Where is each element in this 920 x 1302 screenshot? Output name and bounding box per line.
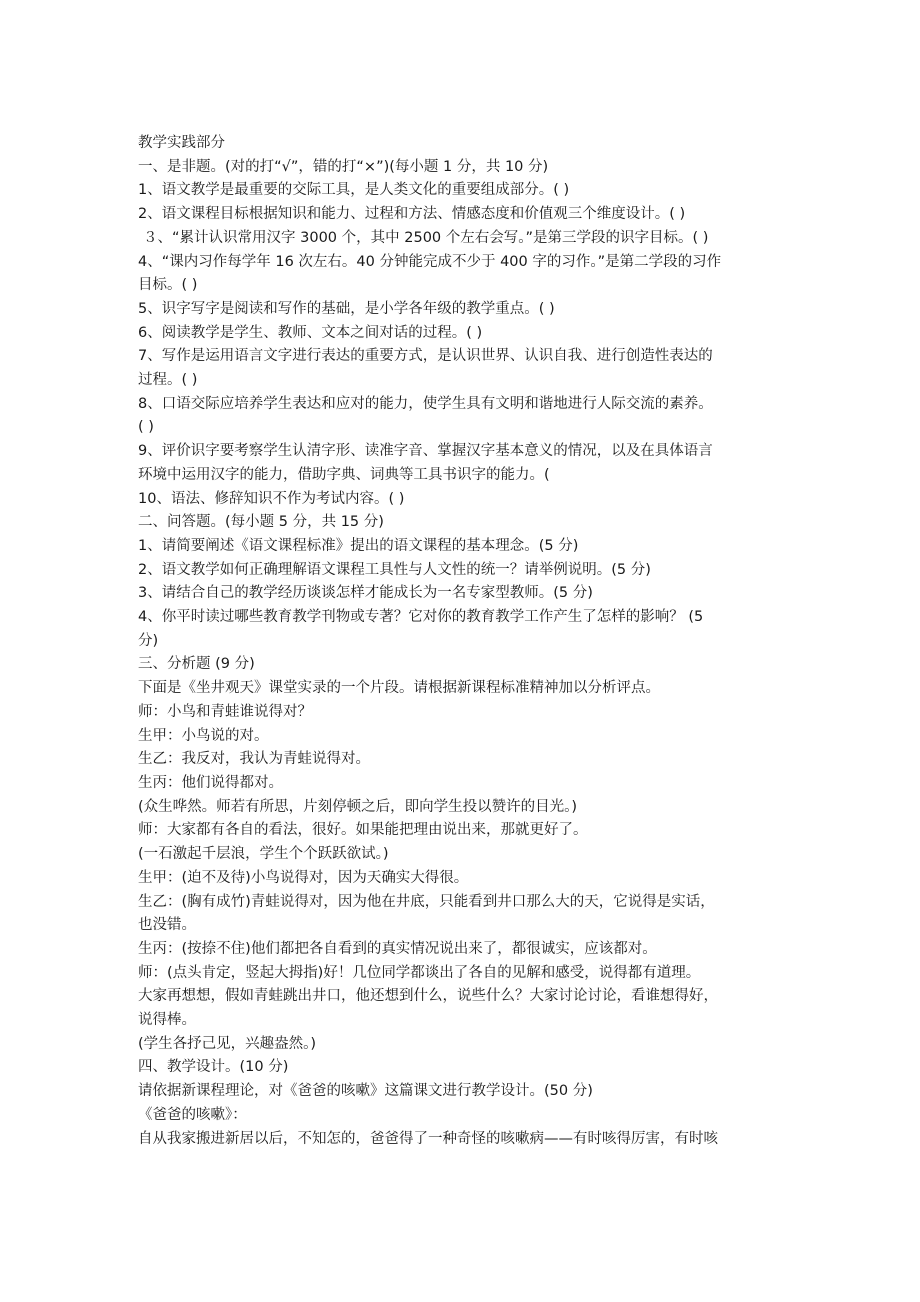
question-line: 8、口语交际应培养学生表达和应对的能力，使学生具有文明和谐地进行人际交流的素养。 [138, 395, 713, 412]
dialogue-line: 生丙：他们说得都对。 [138, 774, 283, 791]
question-line: 3、请结合自己的教学经历谈谈怎样才能成长为一名专家型教师。(5 分) [138, 585, 593, 602]
dialogue-line-continued: 说得棒。 [138, 1012, 196, 1029]
dialogue-line-continued: 也没错。 [138, 917, 196, 934]
stage-direction-line: (众生哗然。师若有所思，片刻停顿之后，即向学生投以赞许的目光。) [138, 798, 578, 815]
part-heading: 三、分析题 (9 分) [138, 656, 255, 673]
question-line: 4、你平时读过哪些教育教学刊物或专著？它对你的教育教学工作产生了怎样的影响？ (5 [138, 609, 704, 626]
body-text-line: 自从我家搬进新居以后，不知怎的，爸爸得了一种奇怪的咳嗽病——有时咳得厉害，有时咳 [138, 1130, 718, 1147]
text-title-line: 《爸爸的咳嗽》： [138, 1106, 247, 1123]
dialogue-line: 生甲：(迫不及待)小鸟说得对，因为天确实大得很。 [138, 869, 469, 886]
dialogue-line: 师：(点头肯定，竖起大拇指)好！几位同学都谈出了各自的见解和感受，说得都有道理。 [138, 964, 701, 981]
question-line-continued: 过程。( ) [138, 372, 198, 389]
document-page [138, 132, 788, 1151]
question-line: ３、“累计认识常用汉字 3000 个，其中 2500 个左右会写。”是第三学段的识字目标。( ) [143, 229, 709, 246]
question-line: 2、语文课程目标根据知识和能力、过程和方法、情感态度和价值观三个维度设计。( ) [138, 206, 686, 223]
question-line: 9、评价识字要考察学生认清字形、读准字音、掌握汉字基本意义的情况，以及在具体语言 [138, 443, 713, 460]
part-heading: 四、教学设计。(10 分) [138, 1059, 289, 1076]
stage-direction-line: (学生各抒己见，兴趣盎然。) [138, 1035, 317, 1052]
question-line-continued: ( ) [138, 419, 154, 436]
dialogue-line: 师：小鸟和青蛙谁说得对？ [138, 703, 312, 720]
question-line: 7、写作是运用语言文字进行表达的重要方式，是认识世界、认识自我、进行创造性表达的 [138, 348, 713, 365]
dialogue-line: 生乙：我反对，我认为青蛙说得对。 [138, 751, 370, 768]
question-line: 6、阅读教学是学生、教师、文本之间对话的过程。( ) [138, 324, 483, 341]
question-line: 4、“课内习作每学年 16 次左右。40 分钟能完成不少于 400 字的习作。”是第二学段的习作 [138, 253, 722, 270]
dialogue-line: 生乙：(胸有成竹)青蛙说得对，因为他在井底，只能看到井口那么大的天，它说得是实话， [138, 893, 715, 910]
part-heading: 一、是非题。(对的打“√”，错的打“×”)(每小题 1 分，共 10 分) [138, 158, 549, 175]
question-line: 1、语文教学是最重要的交际工具，是人类文化的重要组成部分。( ) [138, 182, 570, 199]
question-line-continued: 分) [138, 632, 159, 649]
section-heading: 教学实践部分 [138, 135, 225, 151]
part-heading: 二、问答题。(每小题 5 分，共 15 分) [138, 514, 384, 531]
dialogue-line: 生甲：小鸟说的对。 [138, 727, 269, 744]
dialogue-line-continued: 大家再想想，假如青蛙跳出井口，他还想到什么，说些什么？大家讨论讨论，看谁想得好， [138, 988, 718, 1005]
question-line-continued: 目标。( ) [138, 277, 198, 294]
instruction-line: 下面是《坐井观天》课堂实录的一个片段。请根据新课程标准精神加以分析评点。 [138, 680, 660, 697]
dialogue-line: 师：大家都有各自的看法，很好。如果能把理由说出来，那就更好了。 [138, 822, 588, 839]
question-line-continued: 环境中运用汉字的能力，借助字典、词典等工具书识字的能力。( [138, 466, 550, 483]
question-line: 2、语文教学如何正确理解语文课程工具性与人文性的统一？请举例说明。(5 分) [138, 561, 651, 578]
instruction-line: 请依据新课程理论，对《爸爸的咳嗽》这篇课文进行教学设计。(50 分) [138, 1083, 593, 1100]
question-line: 5、识字写字是阅读和写作的基础，是小学各年级的教学重点。( ) [138, 300, 555, 317]
dialogue-line: 生丙：(按捺不住)他们都把各自看到的真实情况说出来了，都很诚实，应该都对。 [138, 940, 657, 957]
stage-direction-line: (一石激起千层浪，学生个个跃跃欲试。) [138, 846, 389, 863]
question-line: 1、请简要阐述《语文课程标准》提出的语文课程的基本理念。(5 分) [138, 537, 579, 554]
question-line: 10、语法、修辞知识不作为考试内容。( ) [138, 490, 405, 507]
